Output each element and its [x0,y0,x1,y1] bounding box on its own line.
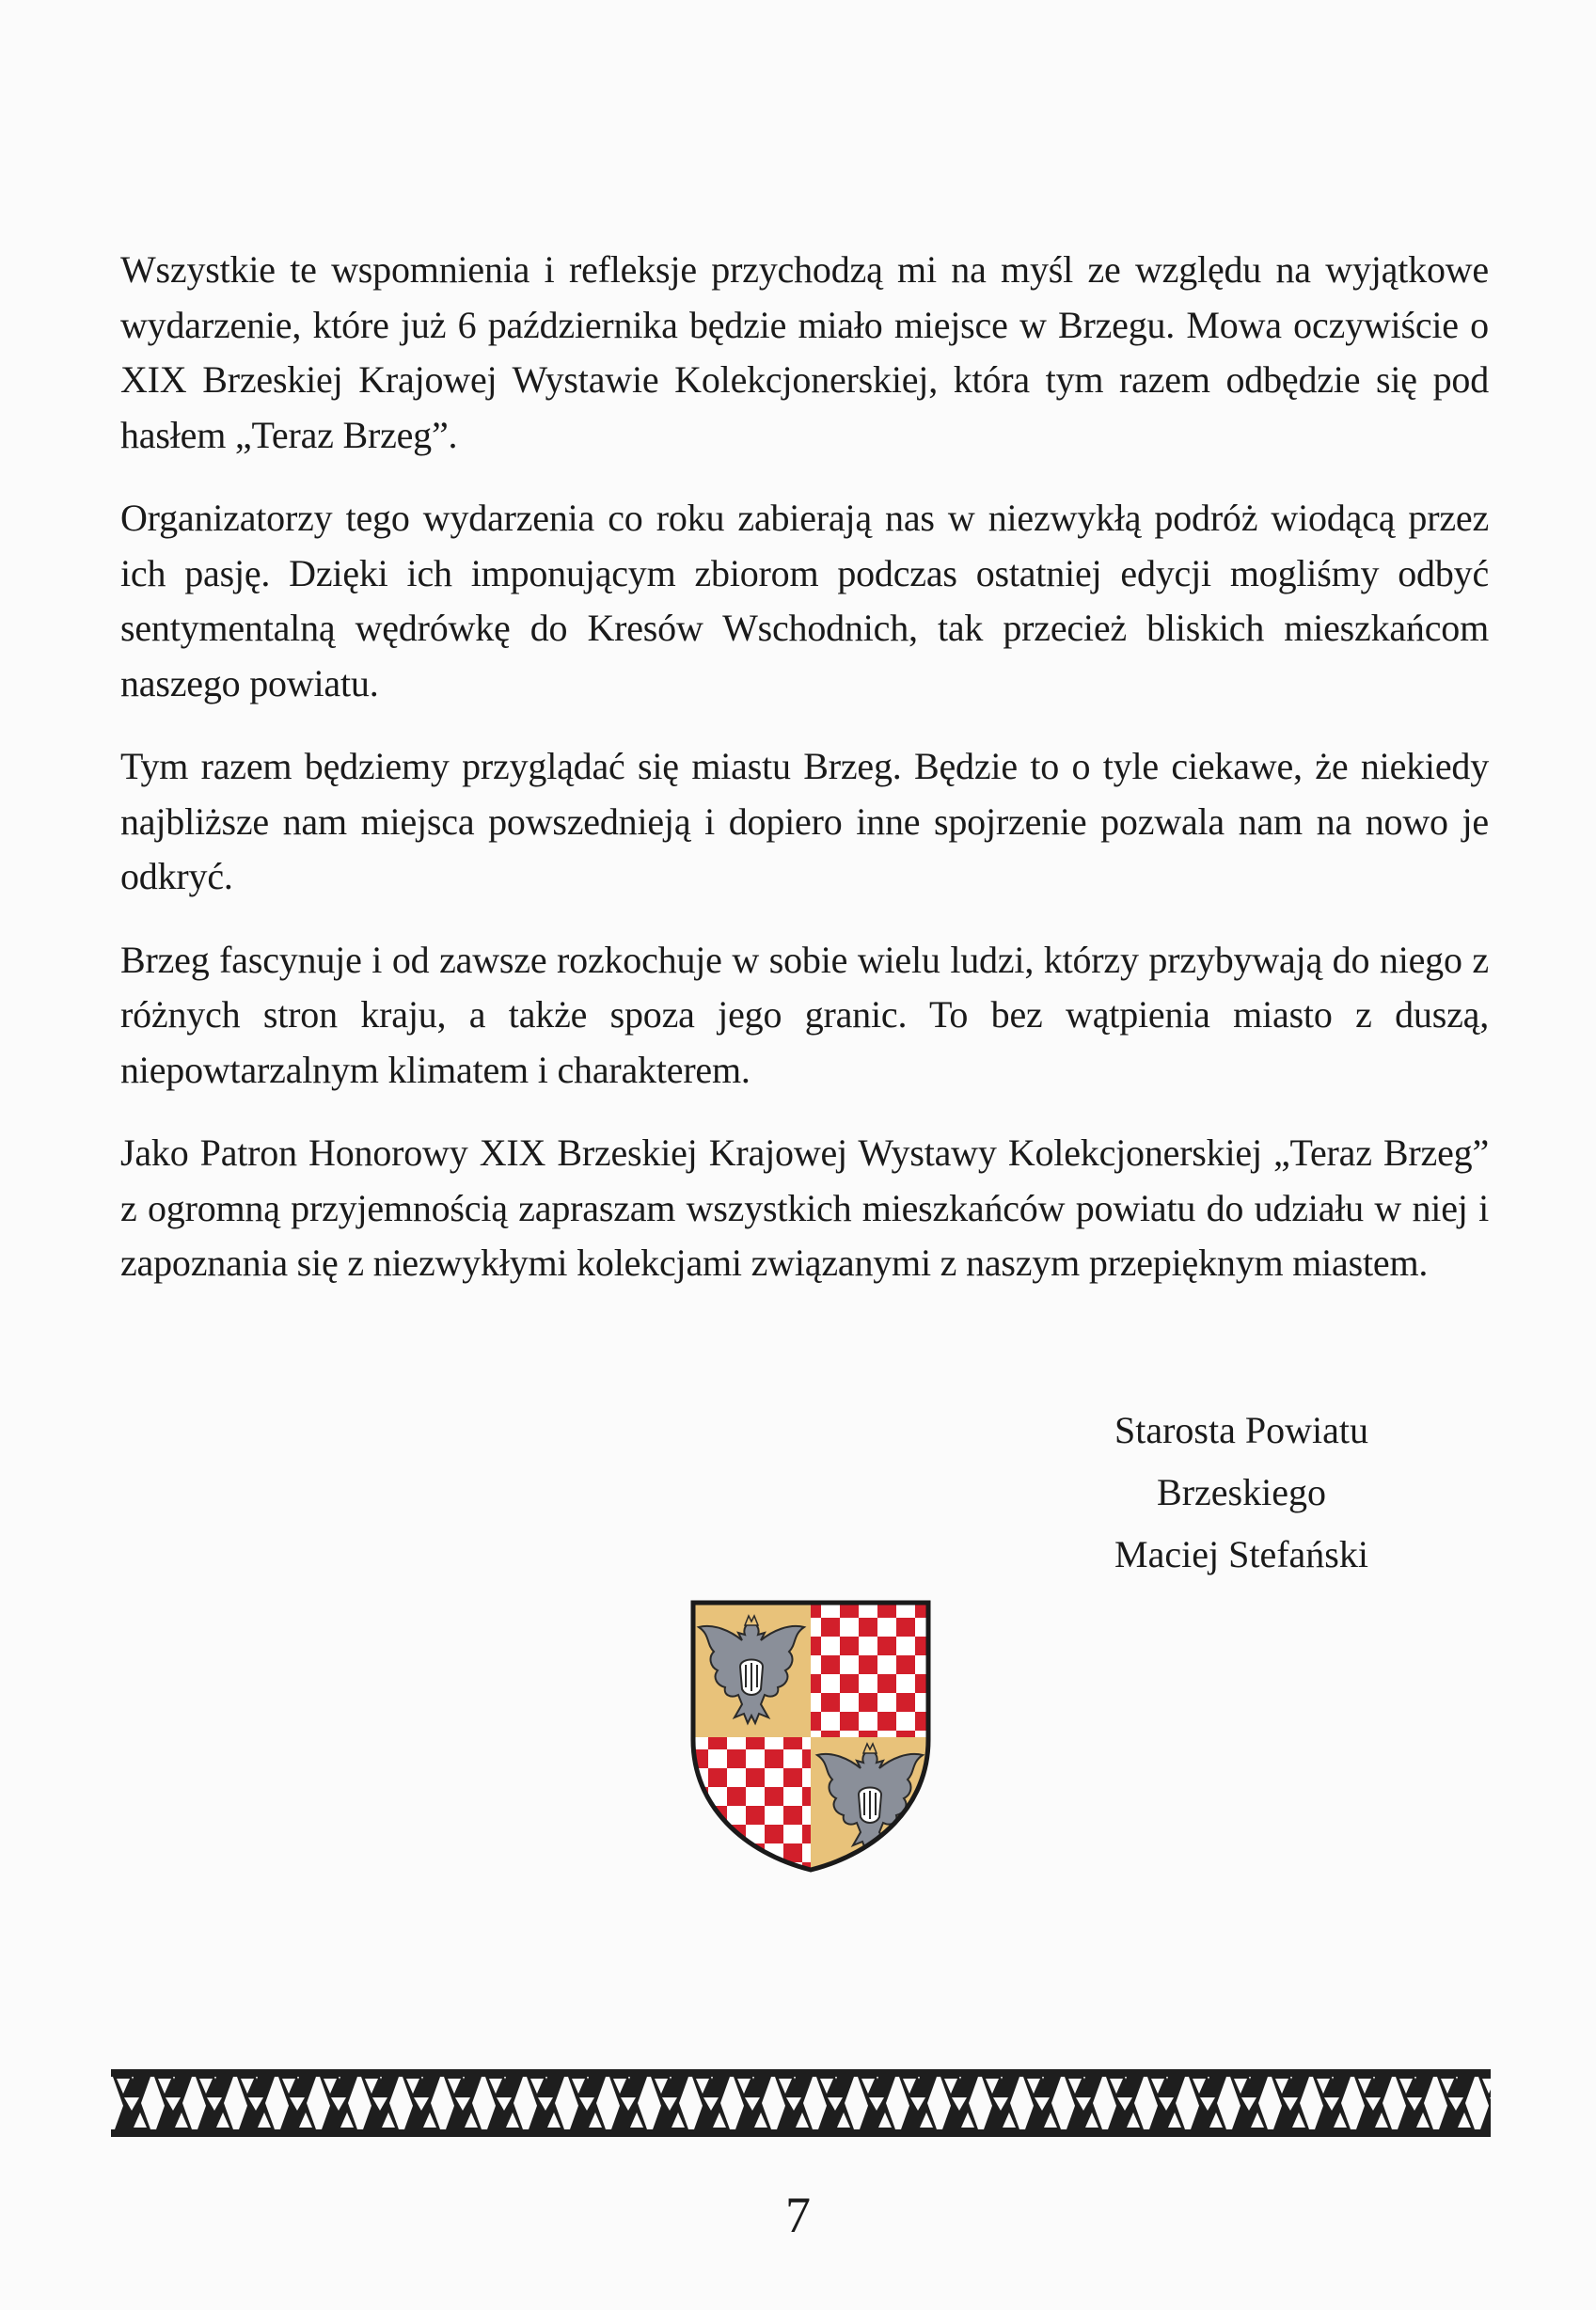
signature-title: Starosta Powiatu [1114,1409,1368,1451]
paragraph: Wszystkie te wspomnienia i refleksje przychodzą mi na myśl ze względu na wyjątkowe wydarzenie, które już 6 października będzie miało miejsce w Brzegu. Mowa oczywiście o XIX Brzeskiej Krajowej Wystawie Kolekcjonerskiej, która tym razem odbędzie się pod hasłem „Teraz Brzeg”. [120,248,1489,456]
coat-of-arms-icon [689,1599,932,1874]
signature-name: Maciej Stefański [1114,1533,1368,1575]
letter-body [120,243,1489,1320]
signature-county: Brzeskiego [1157,1471,1326,1513]
paragraph: Jako Patron Honorowy XIX Brzeskiej Krajowej Wystawy Kolekcjonerskiej „Teraz Brzeg” z ogromną przyjemnością zapraszam wszystkich mieszkańców powiatu do udziału w niej i zapoznania się z niezwykłymi kolekcjami związanymi z naszym przepięknym miastem. [120,1131,1489,1284]
braided-border-icon [111,2069,1491,2137]
page-number: 7 [785,2187,811,2243]
paragraph: Brzeg fascynuje i od zawsze rozkochuje w sobie wielu ludzi, którzy przybywają do niego z różnych stron kraju, a także spoza jego granic. To bez wątpienia miasto z duszą, niepowtarzalnym klimatem i charakterem. [120,938,1489,1091]
paragraph: Tym razem będziemy przyglądać się miastu Brzeg. Będzie to o tyle ciekawe, że niekiedy najbliższe nam miejsca powszednieją i dopiero inne spojrzenie pozwala nam na nowo je odkryć. [120,745,1489,897]
paragraph: Organizatorzy tego wydarzenia co roku zabierają nas w niezwykłą podróż wiodącą przez ich pasję. Dzięki ich imponującym zbiorom podczas ostatniej edycji mogliśmy odbyć sentymentalną wędrówkę do Kresów Wschodnich, tak przecież bliskich mieszkańcom naszego powiatu. [120,497,1489,704]
signature-block [1053,1400,1430,1586]
